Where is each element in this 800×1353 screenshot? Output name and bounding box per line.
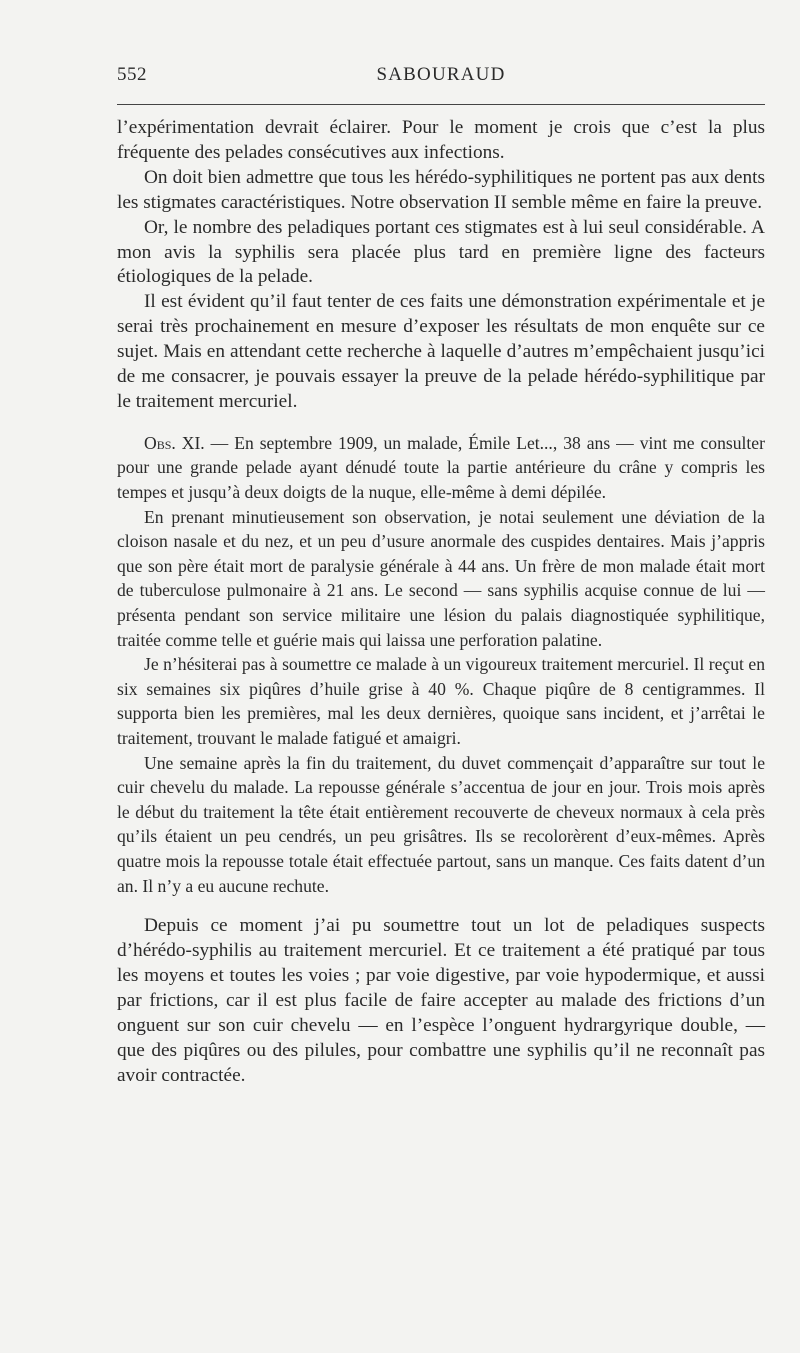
observation-intro xyxy=(117,431,765,505)
observation-paragraph: En prenant minutieusement son observation, je notai seulement une déviation de la cloison nasale et du nez, et un peu d’usure anormale des cuspides dentaires. Mais j’appris que son père était mort de paralysie générale à 44 ans. Un frère de mon malade était mort de tuberculose pulmonaire à 21 ans. Le second — sans syphilis acquise connue de lui — présenta pendant son service militaire une lésion du palais diagnostiquée syphilitique, traitée comme telle et guérie mais qui laissa une perforation palatine. xyxy=(117,506,765,650)
observation-paragraph: Une semaine après la fin du traitement, du duvet commençait d’apparaître sur tout le cuir chevelu du malade. La repousse générale s’accentua de jour en jour. Trois mois après le début du traitement la tête était entièrement recouverte de cheveux normaux à cela près qu’ils étaient un peu cendrés, un peu grisâtres. Ils se recolorèrent d’eux-mêmes. Après quatre mois la repousse totale était effectuée partout, sans un manque. Ces faits datent d’un an. Il n’y a eu aucune rechute. xyxy=(117,752,765,896)
paragraph: On doit bien admettre que tous les hérédo-syphilitiques ne portent pas aux dents les stigmates caractéristiques. Notre observation II semble même en faire la preuve. xyxy=(117,166,765,213)
paragraph: Or, le nombre des peladiques portant ces stigmates est à lui seul considérable. A mon avis la syphilis sera placée plus tard en première ligne des facteurs étiologiques de la pelade. xyxy=(117,216,765,288)
closing-section xyxy=(117,914,765,1088)
observation-intro-text: — En septembre 1909, un malade, Émile Let..., 38 ans — vint me consulter pour une grande pelade ayant dénudé toute la partie antérieure du crâne y compris les tempes et jusqu’à deux doigts de la nuque, elle-même à demi dépilée. xyxy=(117,432,765,503)
observation-label: Obs. XI. xyxy=(144,432,205,453)
page-header xyxy=(117,64,765,92)
closing-paragraph: Depuis ce moment j’ai pu soumettre tout un lot de peladiques suspects d’hérédo-syphilis au traitement mercuriel. Et ce traitement a été pratiqué par tous les moyens et toutes les voies ; par voie digestive, par voie hypodermique, et aussi par frictions, car il est plus facile de faire accepter au malade des frictions d’un onguent sur son cuir chevelu — en l’espèce l’onguent hydrargyrique double, — que des piqûres ou des pilules, pour combattre une syphilis qu’il ne reconnaît pas avoir contractée. xyxy=(117,915,765,1086)
observation-block xyxy=(117,431,765,898)
running-head: SABOURAUD xyxy=(376,64,506,85)
paragraph: Il est évident qu’il faut tenter de ces faits une démonstration expérimentale et je serai très prochainement en mesure d’exposer les résultats de mon enquête sur ce sujet. Mais en attendant cette recherche à laquelle d’autres m’empêchaient jusqu’ici de me consacrer, je pouvais essayer la preuve de la pelade hérédo-syphilitique par le traitement mercuriel. xyxy=(117,291,765,412)
page-number: 552 xyxy=(117,64,147,85)
main-text xyxy=(117,116,765,1089)
header-rule xyxy=(117,104,765,105)
observation-paragraph: Je n’hésiterai pas à soumettre ce malade à un vigoureux traitement mercuriel. Il reçut en six semaines six piqûres d’huile grise à 40 %. Chaque piqûre de 8 centigrammes. Il supporta bien les premières, mal les deux dernières, quoique sans incident, et j’arrêtai le traitement, trouvant le malade fatigué et amaigri. xyxy=(117,654,765,748)
paragraph: l’expérimentation devrait éclairer. Pour le moment je crois que c’est la plus fréquente des pelades consécutives aux infections. xyxy=(117,117,765,163)
